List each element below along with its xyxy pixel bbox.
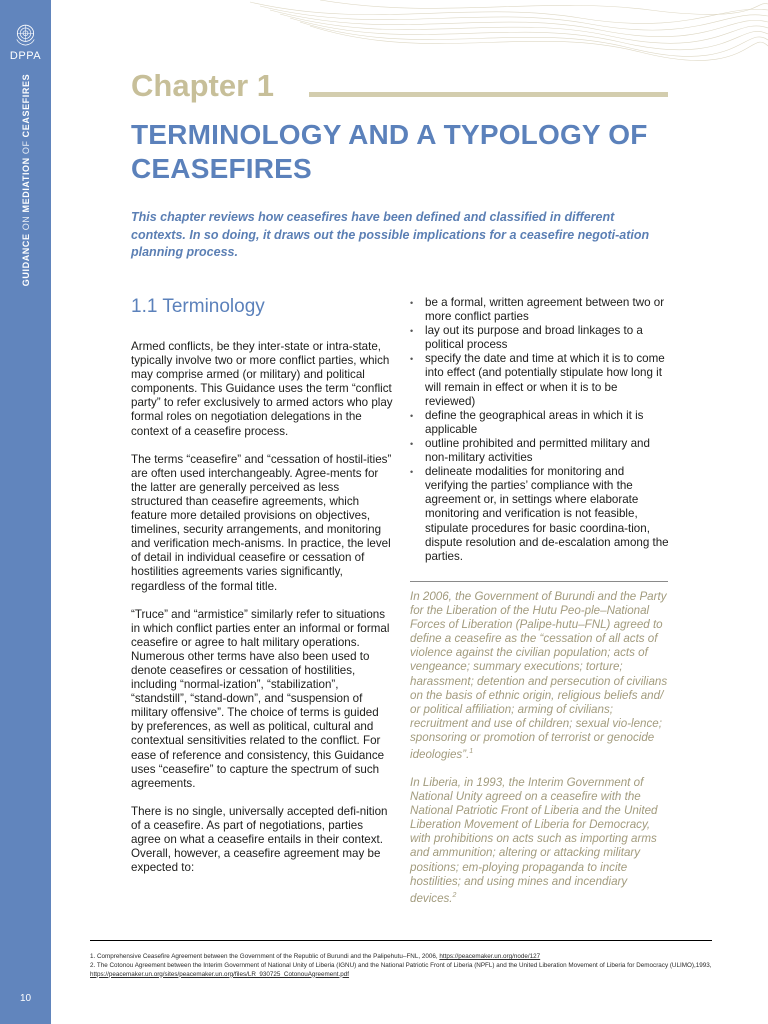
document-series-title — [21, 74, 31, 286]
case-examples — [410, 590, 672, 920]
list-item: • outline prohibited and permitted military and non-military activities — [410, 437, 670, 465]
series-word-2: ON — [21, 212, 31, 231]
decorative-wave-lines — [250, 0, 768, 70]
page-number: 10 — [19, 993, 32, 1004]
paragraph: There is no single, universally accepted defi-nition of a ceasefire. As part of negotiations, parties agree on what a ceasefire entails in their context. Overall, however, a ceasefire agreement may be expected to: — [131, 804, 388, 875]
chapter-rule — [309, 92, 668, 97]
footnotes — [90, 953, 712, 979]
case-divider — [410, 581, 668, 582]
footnote-link[interactable]: https://peacemaker.un.org/sites/peacemaker.un.org/files/LR_930725_CotonouAgreement.pdf — [90, 970, 350, 978]
footnote — [90, 953, 712, 962]
logo-text: DPPA — [9, 50, 42, 62]
case-example — [410, 590, 672, 762]
paragraph: Armed conflicts, be they inter-state or intra-state, typically involve two or more conflict parties, which may comprise armed (or military) and political components. This Guidance uses the term “conflict party” to refer exclusively to armed actors who play formal roles on negotiation delegations in the context of a ceasefire process. — [131, 340, 393, 438]
list-item: • specify the date and time at which it is to come into effect (and potentially stipulate how long it will remain in effect or when it is to be reviewed) — [410, 352, 670, 408]
series-word-3: MEDIATION — [21, 154, 31, 213]
series-word-4: OF — [21, 137, 31, 155]
list-item: • define the geographical areas in which it is applicable — [410, 409, 670, 437]
section-heading: 1.1 Terminology — [131, 296, 265, 317]
list-item: • lay out its purpose and broad linkages to a political process — [410, 324, 670, 352]
footnote-ref[interactable]: 2 — [452, 891, 457, 899]
footnote-divider — [90, 940, 712, 941]
bullet-list — [410, 296, 670, 564]
list-item: • be a formal, written agreement between two or more conflict parties — [410, 296, 670, 324]
footnote-ref[interactable]: 1 — [469, 748, 474, 756]
footnote-link[interactable]: https://peacemaker.un.org/node/127 — [439, 953, 541, 960]
list-item: • delineate modalities for monitoring and verifying the parties’ compliance with the agreement or, in settings where elaborate monitoring and verification is not feasible, stipulate procedures for basic coordina-tion, dispute resolution and de-escalation among the parties. — [410, 465, 670, 564]
paragraph: The terms “ceasefire” and “cessation of hostil-ities” are often used interchangeably. Agree-ments for the latter are generally perceived as less structured than ceasefire agreements, which feature more detailed provisions on objectives, timelines, security arrangements, and monitoring and verification mech-anisms. In practice, the level of detail in individual ceasefire or cessation of hostilities agreements varies significantly, regardless of the formal title. — [131, 452, 392, 593]
case-text: In 2006, the Government of Burundi and the Party for the Liberation of the Hutu Peo-ple–National Forces of Liberation (Palipe-hutu–FNL) agreed to define a ceasefire as the “cessation of all acts of violence against the civilian population; acts of vengeance; summary executions; torture; harassment; detention and persecution of civilians on the basis of ethnic origin, religious beliefs and/ or political affiliation; arming of civilians; recruitment and use of children; sexual vio-lence; sponsoring or promotion of terrorist or genocide ideologies”. — [410, 590, 668, 761]
footnote — [90, 962, 712, 980]
case-example — [410, 776, 672, 906]
sidebar — [0, 0, 51, 1024]
chapter-title: TERMINOLOGY AND A TYPOLOGY OF CEASEFIRES — [131, 119, 648, 184]
paragraph: “Truce” and “armistice” similarly refer to situations in which conflict parties enter an informal or formal ceasefire or agree to halt military operations. Numerous other terms have also been used to denote ceasefires or cessation of hostilities, including “normal-ization”, “stabilization”, “standstill”, “stand-down”, and “suspension of military offensive”. The choice of terms is guided by preferences, as well as political, cultural and contextual sensitivities related to the conflict. For ease of reference and consistency, this Guidance uses “ceasefire” to capture the spectrum of such agreements. — [131, 607, 390, 790]
chapter-label: Chapter 1 — [131, 68, 274, 103]
footnote-text: 1. Comprehensive Ceasefire Agreement between the Government of the Republic of Burundi and the Palipehutu–FNL, 2006, — [90, 953, 440, 960]
right-column — [410, 296, 670, 564]
series-word-5: CEASEFIRES — [21, 73, 31, 138]
left-column — [131, 296, 393, 889]
case-text: In Liberia, in 1993, the Interim Government of National Unity agreed on a ceasefire with the National Patriotic Front of Liberia and the United Liberation Movement of Liberia for Democracy, with prohibitions on acts such as importing arms and ammunition; altering or attacking military positions; em-ploying propaganda to incite hostilities; and using mines and incendiary devices. — [410, 775, 658, 905]
un-emblem-icon — [13, 22, 38, 47]
series-word-1: GUIDANCE — [21, 230, 31, 287]
footnote-text: 2. The Cotonou Agreement between the Interim Government of National Unity of Liberia (IGNU) and the National Patriotic Front of Liberia (NPFL) and the United Liberation Movement of Liberia for Democracy (ULIMO),1993, — [90, 961, 712, 969]
chapter-intro: This chapter reviews how ceasefires have been defined and classified in different contexts. In so doing, it draws out the possible implications for a ceasefire negoti-ation planning process. — [131, 210, 650, 259]
